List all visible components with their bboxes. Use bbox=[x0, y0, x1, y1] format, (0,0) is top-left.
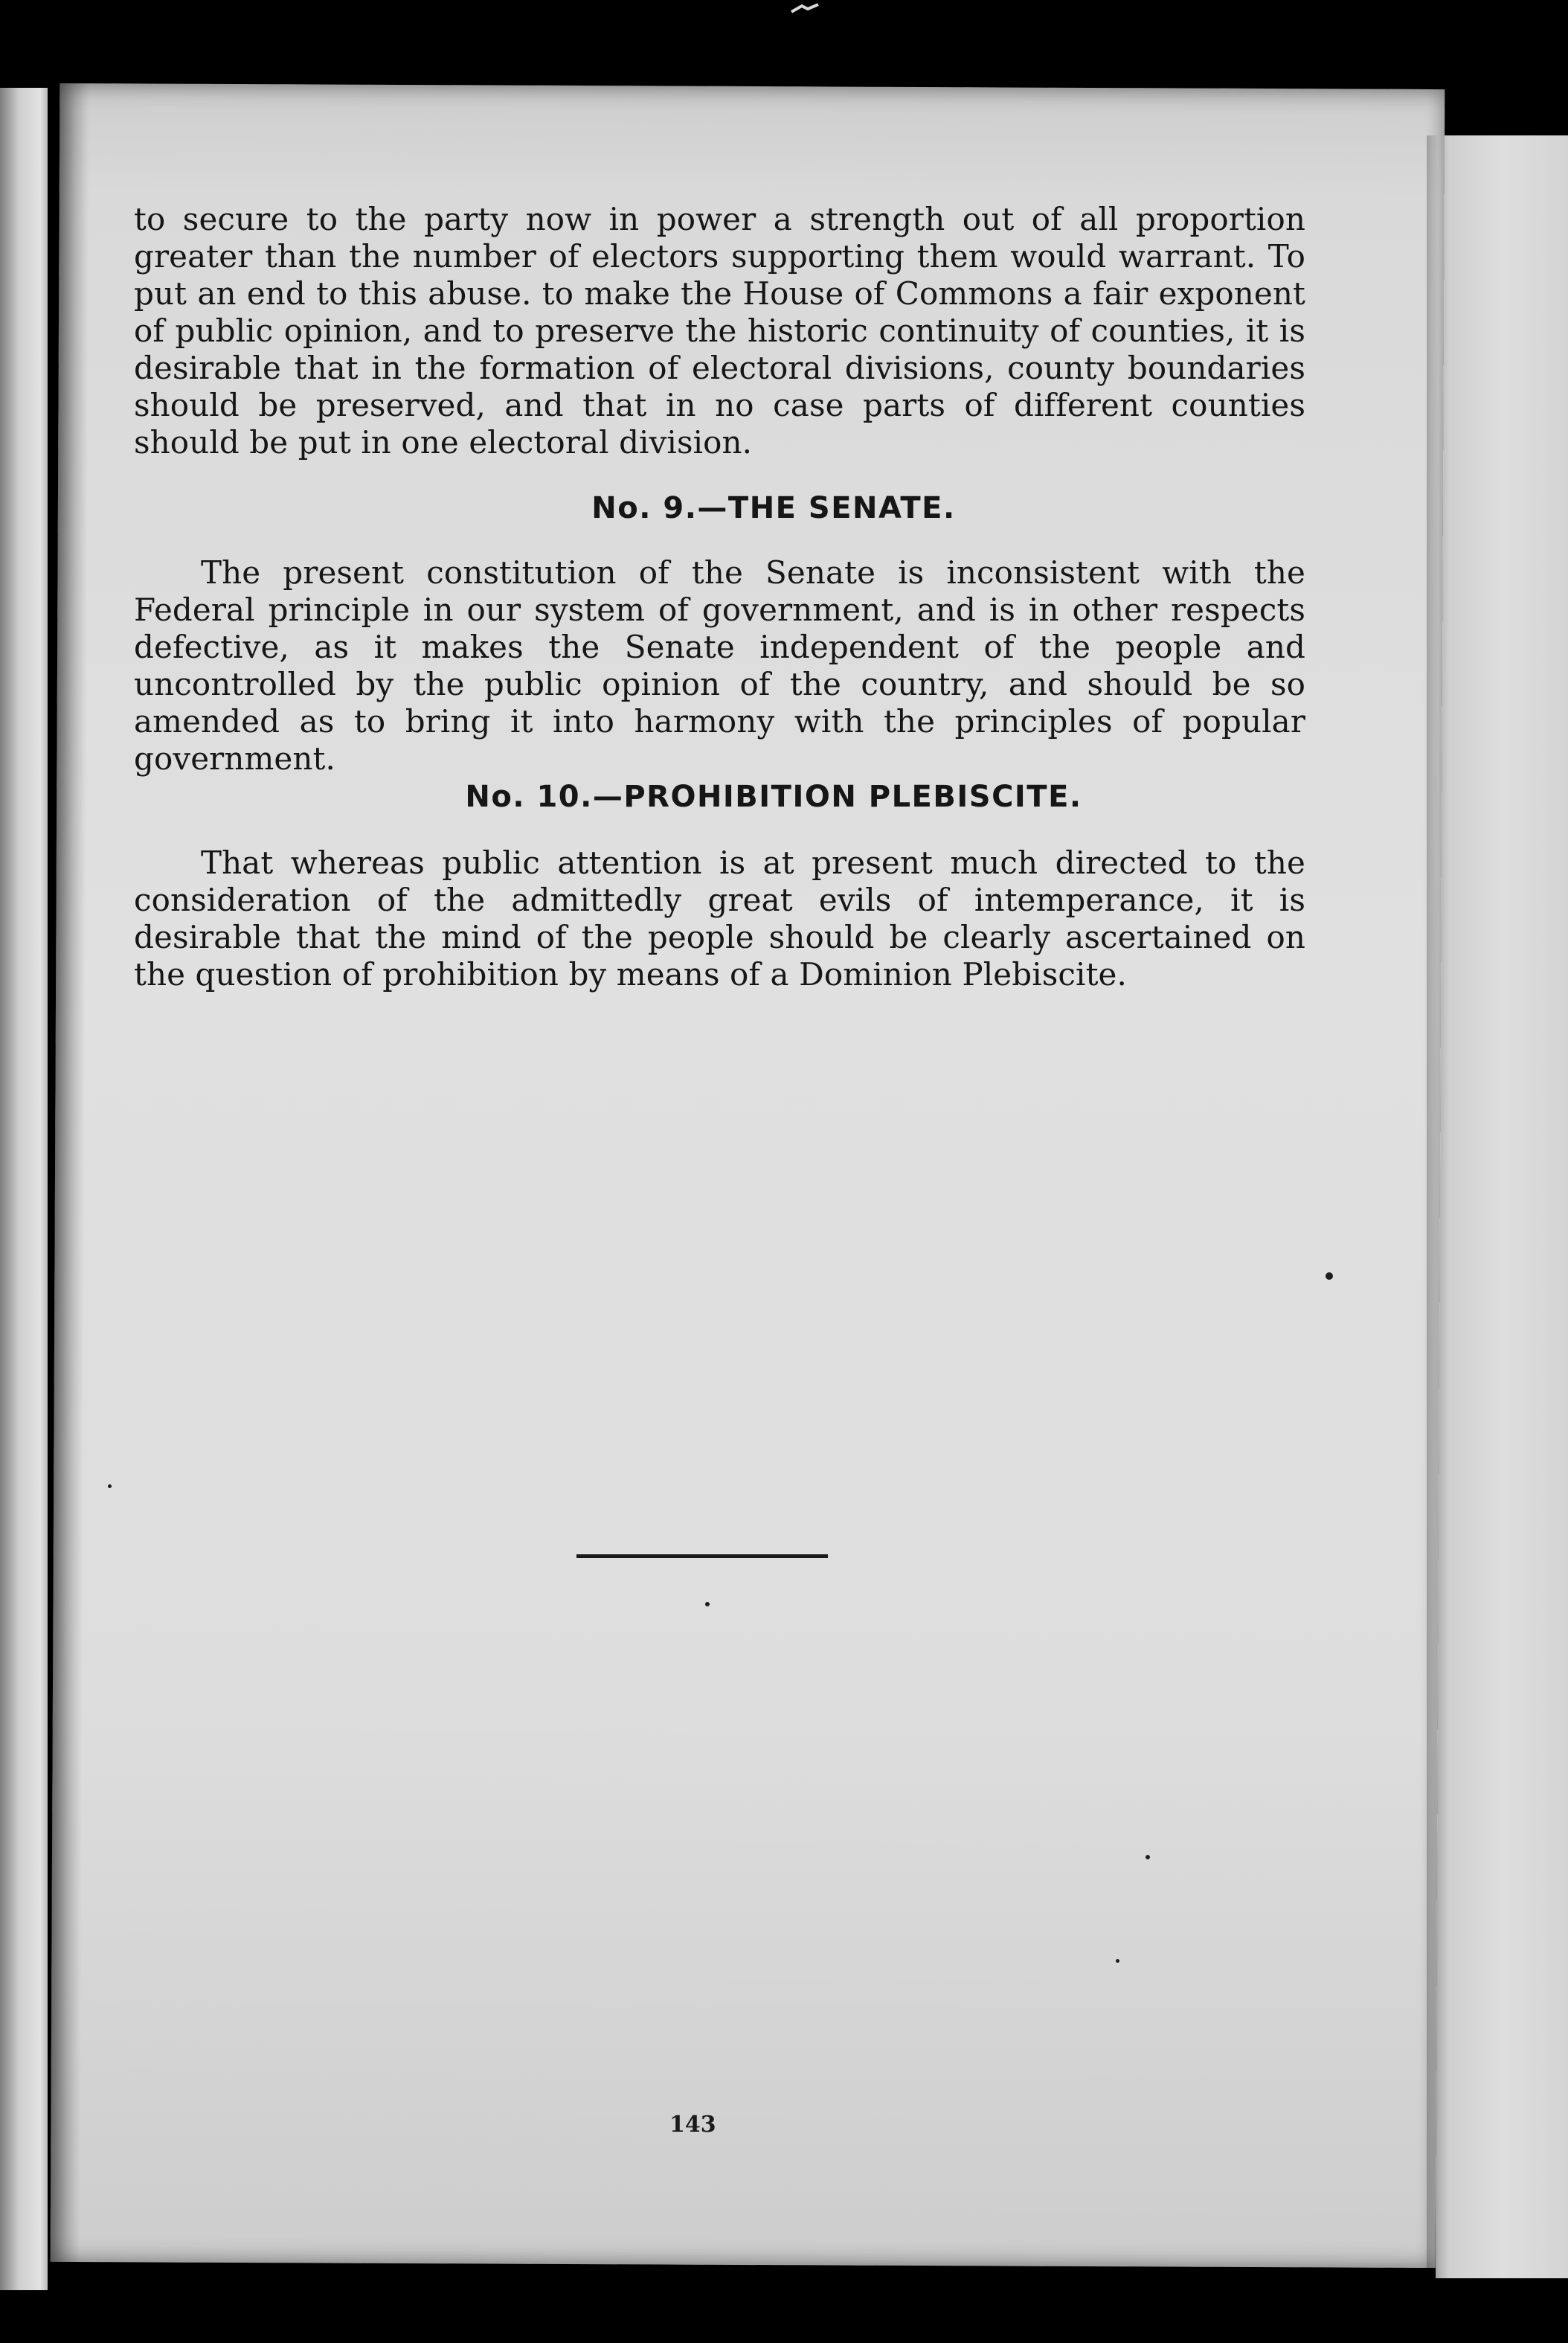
dust-speck bbox=[1326, 1272, 1333, 1280]
heading-prohibition-plebiscite: No. 10.—PROHIBITION PLEBISCITE. bbox=[465, 780, 1082, 814]
left-page-edge bbox=[0, 88, 48, 2290]
section-end-rule bbox=[576, 1554, 828, 1558]
heading-senate: No. 9.—THE SENATE. bbox=[591, 491, 956, 525]
page-number: 143 bbox=[669, 2112, 716, 2138]
dust-speck bbox=[108, 1484, 112, 1488]
page-edge-shadow bbox=[1427, 135, 1439, 2278]
paragraph-senate: The present constitution of the Senate is inconsistent with the Federal principle in our system of government, and is in other respects defective, as it makes the Senate independent of the people and uncontrolled by the public opinion of the country, and should be so amended as to bring it into harmony with the principles of popular government. bbox=[134, 554, 1305, 777]
right-page-edge bbox=[1436, 135, 1568, 2278]
page-fold-shadow bbox=[51, 83, 90, 2262]
dust-speck bbox=[1116, 1959, 1119, 1963]
top-edge-mark bbox=[790, 1, 820, 16]
paragraph-electoral-divisions: to secure to the party now in power a strength out of all proportion greater than the number of electors supporting them would warrant. To put an end to this abuse. to make the House of Commons a fair exponent of public opinion, and to preserve the historic continuity of counties, it is desirable that in the formation of electoral divisions, county boundaries should be preserved, and that in no case parts of different counties should be put in one electoral division. bbox=[134, 201, 1305, 461]
paragraph-prohibition-plebiscite: That whereas public attention is at present much directed to the consideration of the admittedly great evils of intemperance, it is desirable that the mind of the people should be clearly ascertained on the question of prohibition by means of a Dominion Plebiscite. bbox=[134, 844, 1305, 993]
dust-speck bbox=[705, 1602, 710, 1606]
dust-speck bbox=[1146, 1855, 1150, 1859]
